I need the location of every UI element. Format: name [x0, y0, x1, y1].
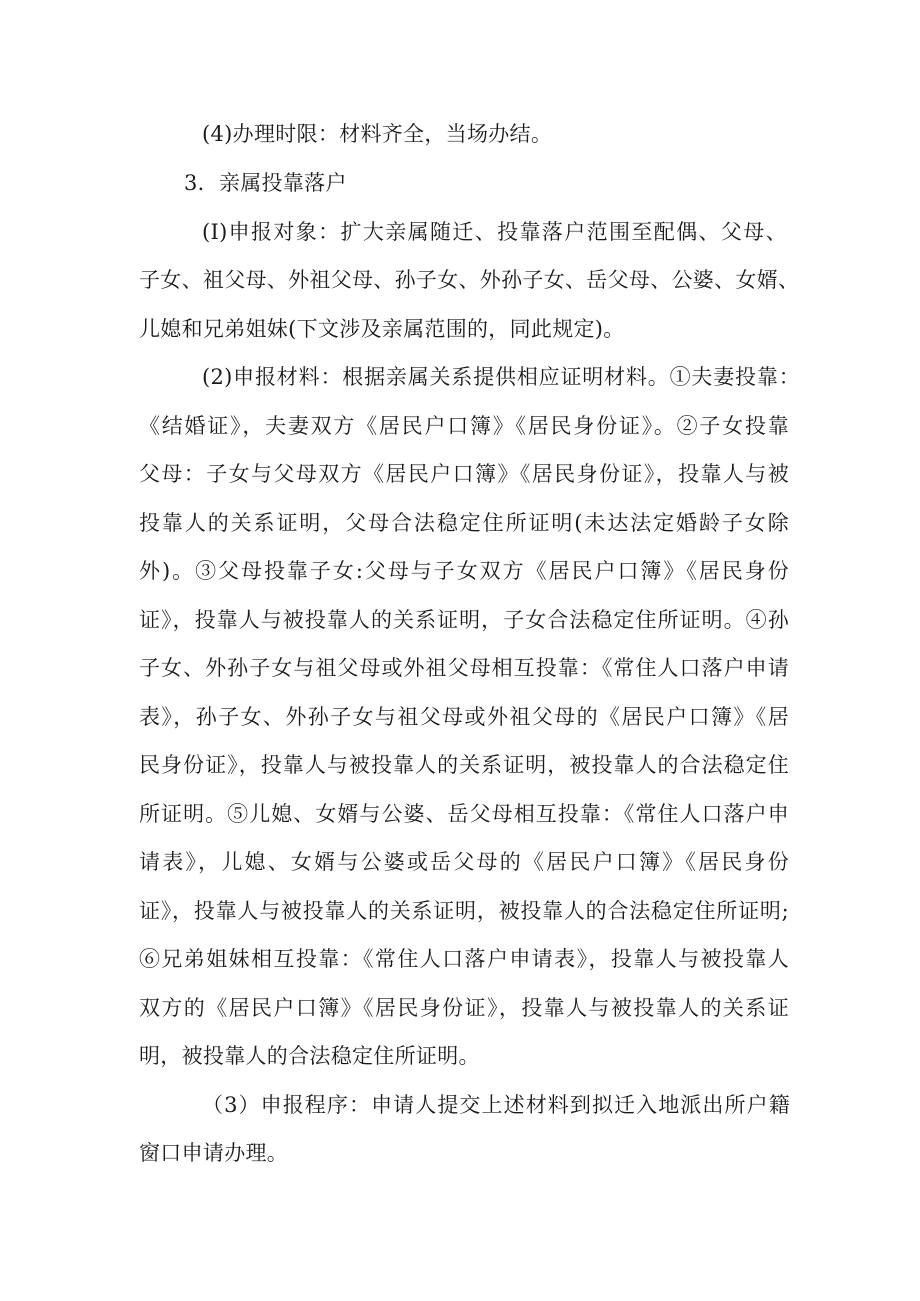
- text-line: 窗口申请办理。: [139, 1141, 289, 1165]
- text-line: 证》，投靠人与被投靠人的关系证明，子女合法稳定住所证明。④孙: [139, 608, 789, 632]
- text-line: 儿媳和兄弟姐妹(下文涉及亲属范围的，同此规定)。: [139, 317, 625, 341]
- text-line: 子女、祖父母、外祖父母、孙子女、外孙子女、岳父母、公婆、女婿、: [139, 268, 800, 292]
- section-heading-relative-settlement: 3．亲属投靠落户: [184, 171, 347, 195]
- text-line: 所证明。⑤儿媳、女婿与公婆、岳父母相互投靠：《常住人口落户申: [139, 802, 789, 826]
- text-line-time-limit: (4)办理时限：材料齐全，当场办结。: [202, 122, 553, 146]
- text-line-apply-materials: (2)申报材料：根据亲属关系提供相应证明材料。①夫妻投靠：: [202, 365, 800, 389]
- text-line: 证》，投靠人与被投靠人的关系证明，被投靠人的合法稳定住所证明;: [139, 899, 789, 923]
- text-line: 子女、外孙子女与祖父母或外祖父母相互投靠：《常住人口落户申请: [139, 656, 789, 680]
- text-line: 明，被投靠人的合法稳定住所证明。: [139, 1044, 480, 1068]
- text-line: 《结婚证》，夫妻双方《居民户口簿》《居民身份证》。②子女投靠: [139, 414, 789, 438]
- text-line: 表》，孙子女、外孙子女与祖父母或外祖父母的《居民户口簿》《居: [139, 705, 789, 729]
- text-line: 外)。③父母投靠子女:父母与子女双方《居民户口簿》《居民身份: [139, 559, 789, 583]
- text-line-apply-target: (I)申报对象：扩大亲属随迁、投靠落户范围至配偶、父母、: [202, 220, 787, 244]
- text-line: 民身份证》，投靠人与被投靠人的关系证明，被投靠人的合法稳定住: [139, 753, 789, 777]
- text-line: 请表》，儿媳、女婿与公婆或岳父母的《居民户口簿》《居民身份: [139, 850, 789, 874]
- text-line: 投靠人的关系证明，父母合法稳定住所证明(未达法定婚龄子女除: [139, 511, 789, 535]
- text-line: ⑥兄弟姐妹相互投靠：《常住人口落户申请表》，投靠人与被投靠人: [139, 947, 789, 971]
- text-line: 父母：子女与父母双方《居民户口簿》《居民身份证》，投靠人与被: [139, 462, 789, 486]
- text-line: 双方的《居民户口簿》《居民身份证》，投靠人与被投靠人的关系证: [139, 996, 789, 1020]
- text-line-apply-procedure: （3）申报程序：申请人提交上述材料到拟迁入地派出所户籍: [202, 1093, 790, 1117]
